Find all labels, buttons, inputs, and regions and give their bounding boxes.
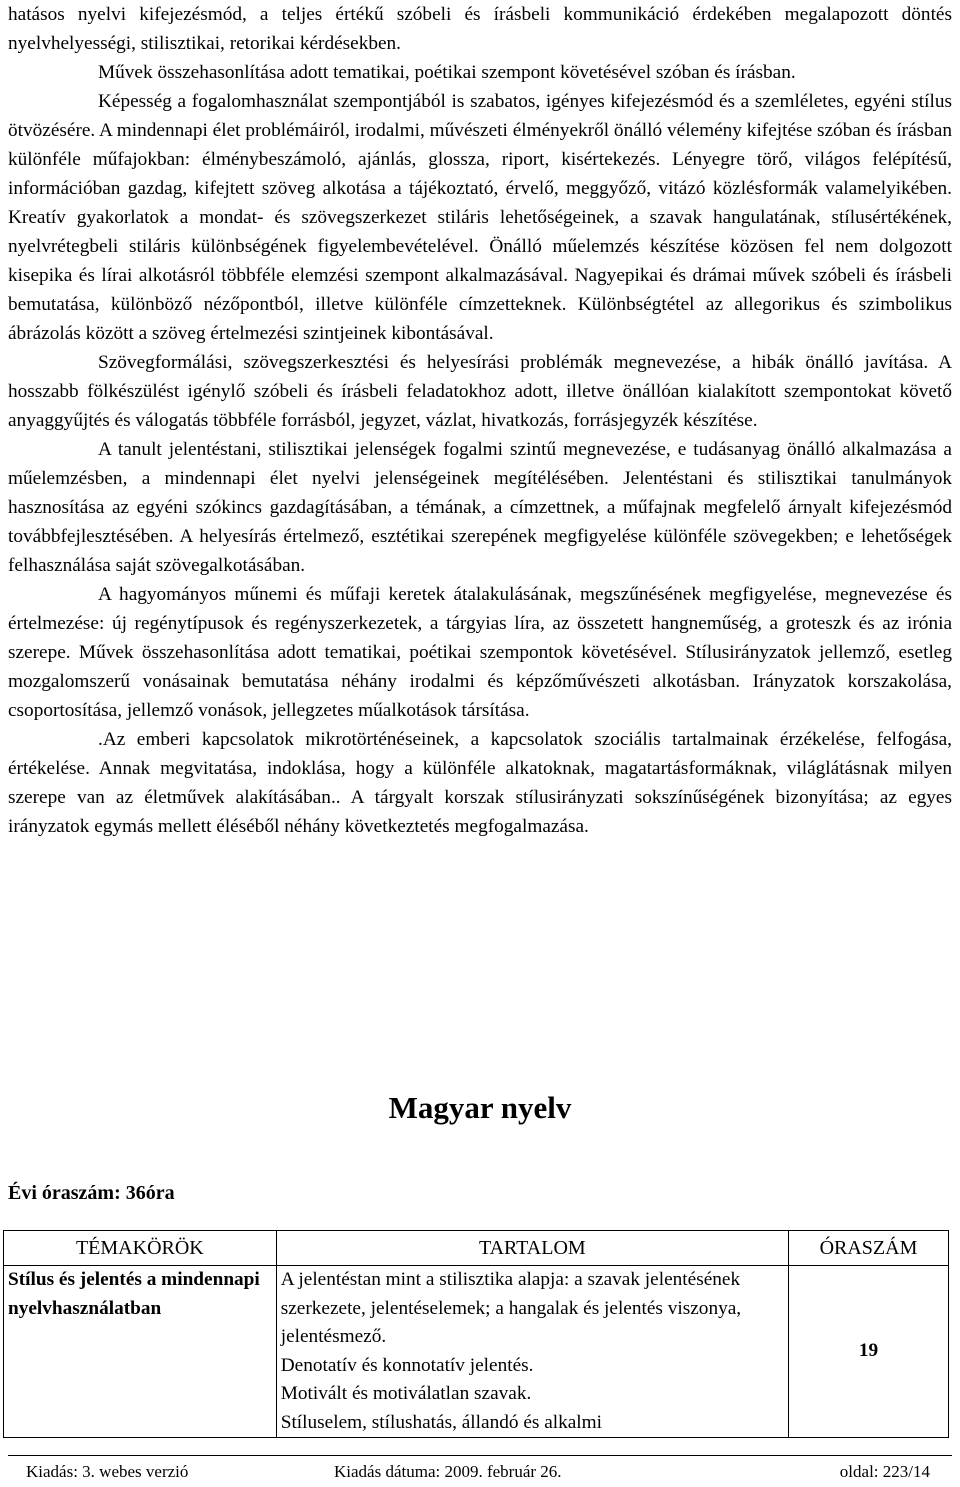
footer-date: Kiadás dátuma: 2009. február 26. <box>334 1462 562 1481</box>
topic-cell: Stílus és jelentés a mindennapi nyelvhasználatban <box>4 1266 277 1438</box>
content-cell <box>276 1266 788 1438</box>
content-line: Stíluselem, stílushatás, állandó és alkalmi <box>280 1411 603 1433</box>
annual-hours-label: Évi óraszám: 36óra <box>8 1182 175 1204</box>
paragraph-6: A hagyományos műnemi és műfaji keretek átalakulásának, megszűnésének megfigyelése, megnevezése és értelmezése: új regénytípusok és regényszerkezetek, a tárgyias líra, az összetett hangneműség, a groteszk és az irónia szerepe. Művek összehasonlítása adott tematikai, poétikai szempontok követésével. Stílusirányzatok jellemző, esetleg mozgalomszerű vonásainak bemutatása néhány irodalmi és képzőművészeti alkotásban. Irányzatok korszakolása, csoportosítása, jellemző vonások, jellegzetes műalkotások társítása. <box>8 584 952 721</box>
paragraph-2: Művek összehasonlítása adott tematikai, poétikai szempont követésével szóban és írásban. <box>98 62 796 83</box>
content-line: A jelentéstan mint a stilisztika alapja: a szavak jelentésének szerkezete, jelentéselemek; a hangalak és jelentés viszonya, jelentésmező. <box>280 1269 742 1347</box>
topics-table <box>3 1230 949 1438</box>
content-line: Motivált és motiválatlan szavak. <box>280 1383 532 1404</box>
footer-edition: Kiadás: 3. webes verzió <box>26 1462 189 1481</box>
paragraph-1: hatásos nyelvi kifejezésmód, a teljes értékű szóbeli és írásbeli kommunikáció érdekében megalapozott döntés nyelvhelyességi, stilisztikai, retorikai kérdésekben. <box>8 4 952 54</box>
paragraph-5: A tanult jelentéstani, stilisztikai jelenségek fogalmi szintű megnevezése, e tudásanyag önálló alkalmazása a műelemzésben, a mindennapi élet nyelvi jelenségeinek megítélésében. Jelentéstani és stilisztikai tanulmányok hasznosítása az egyéni szókincs gazdagításában, a témának, a címzettnek, a műfajnak megfelelő árnyalt kifejezésmód továbbfejlesztésében. A helyesírás értelmező, esztétikai szerepének megfigyelése különféle szövegekben; e lehetőségek felhasználása saját szövegalkotásában. <box>8 439 952 576</box>
content-line: Denotatív és konnotatív jelentés. <box>280 1354 534 1376</box>
table-row <box>4 1266 949 1438</box>
header-content: TARTALOM <box>276 1231 788 1266</box>
paragraph-3: Képesség a fogalomhasználat szempontjából is szabatos, igényes kifejezésmód és a szemléletes, egyéni stílus ötvözésére. A mindennapi élet problémáiról, irodalmi, művészeti élményekről önálló vélemény kifejtése szóban és írásban különféle műfajokban: élménybeszámoló, ajánlás, glossza, riport, kisértekezés. Lényegre törő, világos felépítésű, információban gazdag, kifejtett szöveg alkotása a tájékoztató, érvelő, meggyőző, vitázó közlésformák valamelyikében. Kreatív gyakorlatok a mondat- és szövegszerkezet stiláris lehetőségeinek, a szavak hangulatának, stílusértékének, nyelvrétegbeli stiláris különbségének figyelembevételével. Önálló műelemzés készítése közösen fel nem dolgozott kisepika és lírai alkotásról többféle elemzési szempont alkalmazásával. Nagyepikai és drámai művek szóbeli és írásbeli bemutatása, különböző nézőpontból, illetve különféle címzetteknek. Különbségtétel az allegorikus és szimbolikus ábrázolás között a szöveg értelmezési szintjeinek kibontásával. <box>8 91 952 344</box>
paragraph-4: Szövegformálási, szövegszerkesztési és helyesírási problémák megnevezése, a hibák önálló javítása. A hosszabb fölkészülést igénylő szóbeli és írásbeli feladatokhoz adott, illetve önállóan kialakított szempontokat követő anyaggyűjtés és válogatás többféle forrásból, jegyzet, vázlat, hivatkozás, forrásjegyzék készítése. <box>8 352 952 431</box>
page-footer <box>8 1455 952 1487</box>
header-topics: TÉMAKÖRÖK <box>4 1231 277 1266</box>
table-header-row <box>4 1231 949 1266</box>
footer-page-number: oldal: 223/14 <box>839 1462 930 1481</box>
header-hours: ÓRASZÁM <box>788 1231 948 1266</box>
section-title: Magyar nyelv <box>388 1090 572 1125</box>
paragraph-7: .Az emberi kapcsolatok mikrotörténéseinek, a kapcsolatok szociális tartalmainak érzékelése, felfogása, értékelése. Annak megvitatása, indoklása, hogy a különféle alkatoknak, magatartásformáknak, világlátásnak milyen szerepe van az életművek alakításában.. A tárgyalt korszak stílusirányzati sokszínűségének bizonyítása; az egyes irányzatok egymás mellett éléséből néhány következtetés megfogalmazása. <box>8 729 952 837</box>
document-body <box>8 0 952 841</box>
hours-cell: 19 <box>788 1266 948 1438</box>
